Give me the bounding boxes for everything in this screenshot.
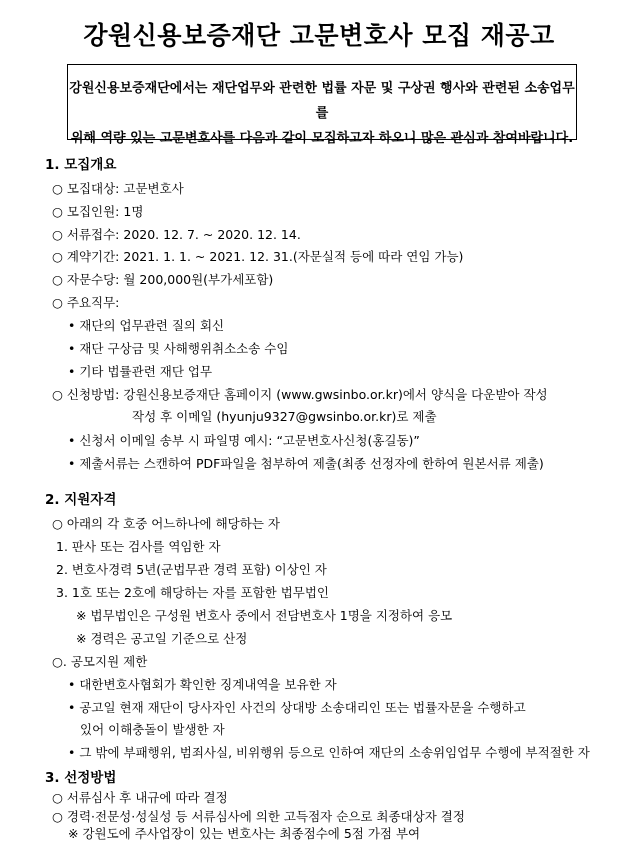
overview-contract: ○ 계약기간: 2021. 1. 1. ~ 2021. 12. 31.(자문실적 등에 따라 연임 가능) <box>52 249 464 264</box>
page-title: 강원신용보증재단 고문변호사 모집 재공고 <box>83 21 555 50</box>
overview-target: ○ 모집대상: 고문변호사 <box>52 181 184 196</box>
apply-note: • 신청서 이메일 송부 시 파일명 예시: “고문변호사신청(홍길동)” <box>68 433 420 448</box>
select-note: ※ 강원도에 주사업장이 있는 변호사는 최종점수에 5점 가점 부여 <box>68 826 421 841</box>
intro-line: 강원신용보증재단에서는 재단업무와 관련한 법률 자문 및 구상권 행사와 관련된 소송업무를 <box>69 81 575 121</box>
qual-note: ※ 경력은 공고일 기준으로 산정 <box>76 631 248 646</box>
intro-box <box>67 64 577 146</box>
select-item: ○ 경력·전문성·성실성 등 서류심사에 의한 고득점자 순으로 최종대상자 결정 <box>52 809 465 824</box>
overview-count: ○ 모집인원: 1명 <box>52 204 144 219</box>
section1-heading: 1. 모집개요 <box>45 157 117 173</box>
restrict-item: • 공고일 현재 재단이 당사자인 사건의 상대방 소송대리인 또는 법률자문을 수행하고 <box>68 700 526 715</box>
overview-apply-cont: 작성 후 이메일 (hyunju9327@gwsinbo.or.kr)로 제출 <box>132 409 437 424</box>
select-item: ○ 서류심사 후 내규에 따라 결정 <box>52 790 228 805</box>
restrict-heading: ○. 공모지원 제한 <box>52 654 148 669</box>
section3-heading: 3. 선정방법 <box>45 770 117 786</box>
qual-intro: ○ 아래의 각 호중 어느하나에 해당하는 자 <box>52 516 280 531</box>
duty-item: • 기타 법률관련 재단 업무 <box>68 364 213 379</box>
restrict-item: • 대한변호사협회가 확인한 징계내역을 보유한 자 <box>68 677 337 692</box>
qual-note: ※ 법무법인은 구성원 변호사 중에서 전담변호사 1명을 지정하여 응모 <box>76 608 453 623</box>
qual-item: 1. 판사 또는 검사를 역임한 자 <box>56 539 221 554</box>
restrict-item: • 그 밖에 부패행위, 범죄사실, 비위행위 등으로 인하여 재단의 소송위임업무 수행에 부적절한 자 <box>68 745 590 760</box>
overview-duties: ○ 주요직무: <box>52 295 120 310</box>
section2-heading: 2. 지원자격 <box>45 492 117 508</box>
qual-item: 3. 1호 또는 2호에 해당하는 자를 포함한 법무법인 <box>56 585 329 600</box>
overview-apply: ○ 신청방법: 강원신용보증재단 홈페이지 (www.gwsinbo.or.kr)에서 양식을 다운받아 작성 <box>52 387 548 402</box>
qual-item: 2. 변호사경력 5년(군법무관 경력 포함) 이상인 자 <box>56 562 327 577</box>
duty-item: • 재단 구상금 및 사해행위취소소송 수임 <box>68 341 289 356</box>
overview-fee: ○ 자문수당: 월 200,000원(부가세포함) <box>52 272 274 287</box>
apply-note: • 제출서류는 스캔하여 PDF파일을 첨부하여 제출(최종 선정자에 한하여 원본서류 제출) <box>68 456 544 471</box>
restrict-item-cont: 있어 이해충돌이 발생한 자 <box>80 722 225 737</box>
duty-item: • 재단의 업무관련 질의 회신 <box>68 318 225 333</box>
intro-line: 위해 역량 있는 고문변호사를 다음과 같이 모집하고자 하오니 많은 관심과 참여바랍니다. <box>70 131 574 146</box>
overview-receipt: ○ 서류접수: 2020. 12. 7. ~ 2020. 12. 14. <box>52 227 301 242</box>
